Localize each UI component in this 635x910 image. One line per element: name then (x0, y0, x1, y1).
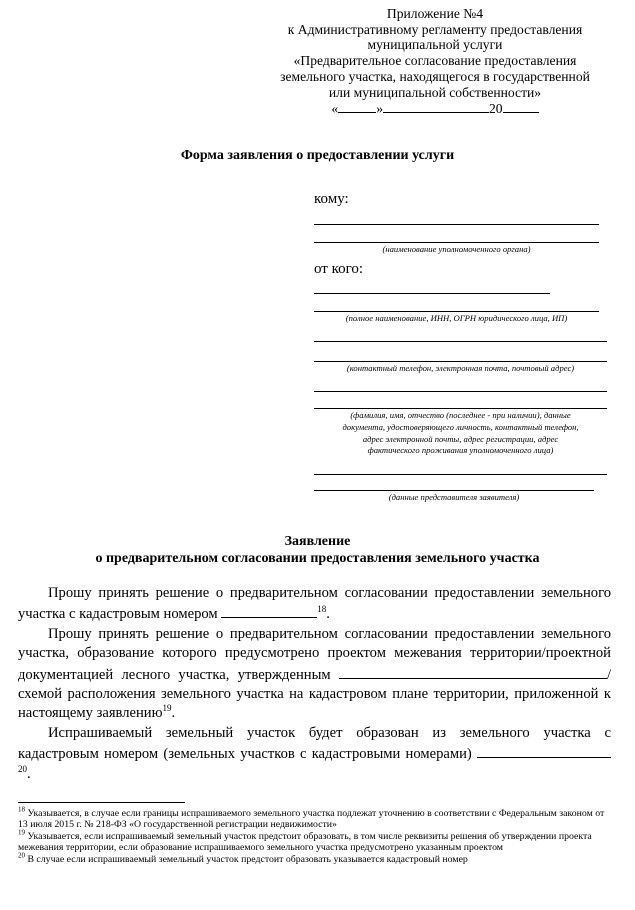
form-title: Форма заявления о предоставлении услуги (180, 148, 455, 163)
appendix-line: муниципальной услуги (367, 37, 503, 53)
contacts-field-line[interactable] (314, 361, 607, 362)
date-day-blank[interactable] (338, 100, 376, 113)
p3-text: Испрашиваемый земельный участок будет образован из земельного участка с кадастровым номером (земельных участков с кадастровыми номерами) (18, 724, 611, 763)
p3-end: . (27, 765, 31, 782)
paragraph-3 (18, 724, 611, 784)
footnote-number: 19 (18, 828, 25, 837)
date-open-quote: « (331, 101, 339, 117)
approval-date (255, 100, 615, 117)
p2-end: . (171, 705, 176, 722)
person-caption-line: фактического проживания уполномоченного лица) (367, 445, 554, 456)
date-month-blank[interactable] (383, 100, 489, 113)
statement-subtitle: о предварительном согласовании предоставления земельного участка (95, 551, 540, 566)
statement-title: Заявление (284, 534, 351, 549)
name-caption: (полное наименование, ИНН, ОГРН юридического лица, ИП) (345, 313, 568, 323)
p1-text: Прошу принять решение о предварительном согласовании предоставлении земельного участка с кадастровым номером (18, 585, 611, 623)
date-year-blank[interactable] (503, 100, 539, 113)
from-field-line[interactable] (314, 311, 599, 312)
to-field-line[interactable] (314, 224, 599, 225)
to-caption: (наименование уполномоченного органа) (382, 244, 531, 254)
cadastral-number-blank[interactable] (221, 603, 317, 618)
p2-text-b: /схемой расположения земельного участка на кадастровом плане территории, приложенной к настоящему заявлению (18, 666, 612, 722)
footnote-text: В случае если испрашиваемый земельный участок предстоит образовать указывается кадастровый номер (27, 853, 468, 865)
footnote-text: Указывается, если испрашиваемый земельный участок предстоит образовать, в том числе реквизиты решения об утверждении проекта межевания территории, если образование испрашиваемого земельного участка предусмотрено указанным проектом (18, 830, 592, 854)
footnote-20 (18, 851, 611, 865)
person-field-line[interactable] (314, 408, 607, 409)
footnote-ref-18: 18 (317, 604, 327, 615)
appendix-line: «Предварительное согласование предоставления (293, 53, 577, 69)
contacts-field-line[interactable] (314, 341, 607, 342)
paragraph-1 (18, 584, 611, 625)
appendix-line: или муниципальной собственности» (328, 84, 542, 100)
statement-body (18, 584, 611, 784)
contacts-caption: (контактный телефон, электронная почта, почтовый адрес) (346, 363, 575, 373)
appendix-header (255, 6, 615, 117)
person-field-line[interactable] (314, 391, 607, 392)
p1-end: . (326, 606, 330, 623)
person-caption-line: документа, удостоверяющего личность, контактный телефон, (342, 421, 579, 432)
to-field-line[interactable] (314, 242, 599, 243)
paragraph-2 (18, 625, 611, 724)
appendix-line: Приложение №4 (386, 6, 484, 21)
person-caption-line: (фамилия, имя, отчество (последнее - при наличии), данные (350, 410, 571, 420)
to-label: кому: (314, 191, 349, 207)
footnote-number: 18 (18, 805, 25, 814)
source-cadastral-numbers-blank[interactable] (477, 743, 611, 758)
from-field-line[interactable] (314, 293, 550, 294)
appendix-line: земельного участка, находящегося в государственной (280, 68, 590, 84)
p2-text-a: Прошу принять решение о предварительном согласовании предоставлении земельного участка, образование которого предусмотрено проектом межевания территории/проектной документацией лесного участка, утвержденным (18, 625, 611, 683)
representative-field-line[interactable] (314, 474, 607, 475)
person-caption (314, 410, 607, 457)
footnote-18 (18, 805, 611, 831)
footnote-ref-19: 19 (162, 703, 172, 714)
footnotes (18, 805, 611, 865)
representative-field-line[interactable] (314, 490, 594, 491)
date-year-prefix: 20 (489, 101, 503, 117)
footnote-19 (18, 828, 611, 854)
footnote-ref-20: 20 (18, 763, 27, 774)
footnote-text: Указывается, в случае если границы испрашиваемого земельного участка подлежат уточнению в соответствии с Федеральным законом от 13 июля 2015 г. № 218-ФЗ «О государственной регистрации недвижимости» (18, 808, 605, 831)
from-label: от кого: (314, 261, 364, 277)
person-caption-line: адрес электронной почты, адрес регистрации, адрес (362, 433, 559, 444)
appendix-line: к Административному регламенту предоставления (287, 21, 583, 37)
date-close-quote: » (376, 101, 383, 117)
footnote-number: 20 (18, 851, 25, 860)
approval-document-blank[interactable] (339, 664, 607, 679)
footnote-separator (18, 802, 185, 803)
representative-caption: (данные представителя заявителя) (388, 492, 520, 502)
